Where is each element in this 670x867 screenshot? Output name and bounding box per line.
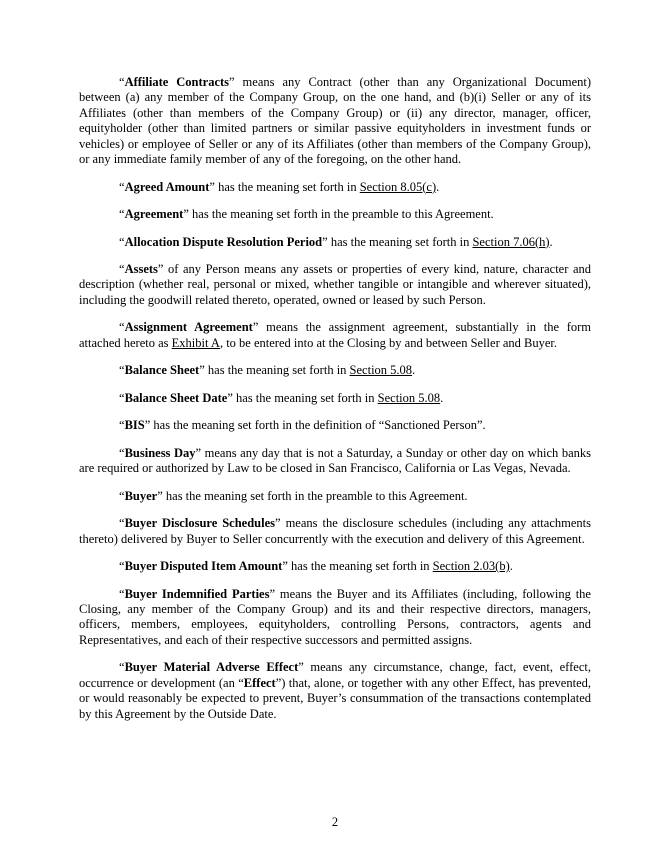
- definition-text: has the meaning set forth in: [287, 559, 433, 574]
- definition-text: .: [549, 234, 553, 249]
- definition-text: means the Buyer and its Affiliates (including, following the Closing, any member of the Company Group) and its and their respective directors, managers, officers, members, employees, equityholders, controlling Persons, contractors, agents and Representatives, and each of their respective successors and permitted assigns.: [79, 586, 591, 647]
- definition-paragraph: “Assets” of any Person means any assets or properties of every kind, nature, character and description (whether real, personal or mixed, whether tangible or intangible and wherever situated), including the goodwill related thereto, operated, owned or leased by such Person.: [79, 262, 591, 307]
- defined-term: Business Day: [124, 445, 196, 460]
- defined-term: Buyer Disputed Item Amount: [124, 559, 283, 574]
- defined-term: Allocation Dispute Resolution Period: [124, 234, 323, 249]
- defined-term: Assignment Agreement: [124, 320, 253, 335]
- definition-text: .: [440, 390, 444, 405]
- definition-text: has the meaning set forth in: [327, 234, 473, 249]
- definition-paragraph: “Buyer Disputed Item Amount” has the meaning set forth in Section 2.03(b).: [119, 559, 513, 574]
- definition-text: has the meaning set forth in: [232, 390, 378, 405]
- definition-paragraph: “Affiliate Contracts” means any Contract (other than any Organizational Document) between (a) any member of the Company Group, on the one hand, and (b)(i) Seller or any of its Affiliates (other than members of the Company Group) or (ii) any director, manager, officer, equityholder (other than limited partners or similar passive equityholders in investment funds or vehicles) or employee of Seller or any of its Affiliates (other than members of the Company Group), or any immediate family member of any of the foregoing, on the other hand.: [79, 75, 592, 167]
- defined-term: Balance Sheet Date: [124, 390, 228, 405]
- defined-term: Balance Sheet: [124, 363, 200, 378]
- definition-paragraph: “Business Day” means any day that is not a Saturday, a Sunday or other day on which banks are required or authorized by Law to be closed in San Francisco, California or Las Vegas, Nevada.: [79, 445, 591, 476]
- cross-reference: Section 7.06(h): [472, 234, 550, 249]
- definition-text: ”) that, alone, or together with any other Effect, has prevented, or would reasonably be expected to prevent, Buyer’s consummation of the transactions contemplated by this Agreement by the Outside Date.: [79, 675, 591, 721]
- defined-term: Assets: [124, 262, 158, 277]
- defined-term: Agreement: [124, 207, 184, 222]
- definition-text: of any Person means any assets or properties of every kind, nature, character and description (whether real, personal or mixed, whether tangible or intangible and wherever situated), including the goodwill related thereto, operated, owned or leased by such Person.: [79, 262, 591, 307]
- definition-paragraph: “Buyer” has the meaning set forth in the preamble to this Agreement.: [119, 488, 468, 503]
- definition-text: has the meaning set forth in the definition of “Sanctioned Person”.: [150, 418, 486, 433]
- cross-reference: Section 8.05(c): [359, 179, 437, 194]
- defined-term: Buyer Indemnified Parties: [124, 586, 270, 601]
- definition-paragraph: “Allocation Dispute Resolution Period” has the meaning set forth in Section 7.06(h).: [119, 234, 553, 249]
- definition-text: means any day that is not a Saturday, a Sunday or other day on which banks are required or authorized by Law to be closed in San Francisco, California or Las Vegas, Nevada.: [79, 445, 591, 476]
- defined-term: Buyer Disclosure Schedules: [124, 516, 276, 531]
- cross-reference: Exhibit A: [171, 335, 220, 350]
- definition-text: means any circumstance, change, fact, event, effect, occurrence or development (an “: [79, 660, 591, 690]
- defined-term: Agreed Amount: [124, 179, 210, 194]
- defined-term: BIS: [124, 418, 145, 433]
- definition-text: has the meaning set forth in the preamble to this Agreement.: [162, 488, 468, 503]
- definition-text: means the assignment agreement, substantially in the form attached hereto as: [79, 320, 591, 350]
- definition-text: has the meaning set forth in: [204, 363, 350, 378]
- defined-term: Buyer: [124, 488, 158, 503]
- defined-term: Affiliate Contracts: [124, 75, 230, 89]
- definition-paragraph: “Agreement” has the meaning set forth in the preamble to this Agreement.: [119, 207, 494, 222]
- cross-reference: Section 2.03(b): [432, 559, 510, 574]
- cross-reference: Section 5.08: [377, 390, 441, 405]
- definition-paragraph: “Agreed Amount” has the meaning set forth in Section 8.05(c).: [119, 179, 440, 194]
- definition-paragraph: “Balance Sheet” has the meaning set forth in Section 5.08.: [119, 363, 416, 378]
- document-page: [79, 75, 591, 734]
- defined-term: Buyer Material Adverse Effect: [124, 660, 299, 675]
- definition-paragraph: “BIS” has the meaning set forth in the definition of “Sanctioned Person”.: [119, 418, 486, 433]
- definition-text: .: [412, 363, 416, 378]
- definition-text: has the meaning set forth in the preamble to this Agreement.: [188, 207, 494, 222]
- defined-term: Effect: [243, 675, 276, 690]
- page-number: 2: [331, 815, 339, 829]
- cross-reference: Section 5.08: [349, 363, 413, 378]
- definition-paragraph: “Buyer Indemnified Parties” means the Buyer and its Affiliates (including, following the Closing, any member of the Company Group) and its and their respective directors, managers, officers, members, employees, equityholders, controlling Persons, contractors, agents and Representatives, and each of their respective successors and permitted assigns.: [79, 586, 591, 647]
- definition-text: has the meaning set forth in: [214, 179, 360, 194]
- definition-paragraph: “Balance Sheet Date” has the meaning set forth in Section 5.08.: [119, 390, 444, 405]
- definition-text: .: [509, 559, 513, 574]
- definition-paragraph: “Buyer Disclosure Schedules” means the disclosure schedules (including any attachments thereto) delivered by Buyer to Seller concurrently with the execution and delivery of this Agreement.: [79, 516, 591, 546]
- definition-text: means the disclosure schedules (including any attachments thereto) delivered by Buyer to Seller concurrently with the execution and delivery of this Agreement.: [79, 516, 591, 546]
- definition-paragraph: “Assignment Agreement” means the assignment agreement, substantially in the form attached hereto as Exhibit A, to be entered into at the Closing by and between Seller and Buyer.: [79, 320, 591, 350]
- definition-text: means any Contract (other than any Organizational Document) between (a) any member of the Company Group, on the one hand, and (b)(i) Seller or any of its Affiliates (other than members of the Company Group) or (ii) any director, manager, officer, equityholder (other than limited partners or similar passive equityholders in investment funds or vehicles) or employee of Seller or any of its Affiliates (other than members of the Company Group), or any immediate family member of any of the foregoing, on the other hand.: [79, 75, 592, 167]
- definition-text: .: [436, 179, 440, 194]
- definition-paragraph: “Buyer Material Adverse Effect” means any circumstance, change, fact, event, effect, occurrence or development (an “Effect”) that, alone, or together with any other Effect, has prevented, or would reasonably be expected to prevent, Buyer’s consummation of the transactions contemplated by this Agreement by the Outside Date.: [79, 660, 591, 721]
- definition-text: , to be entered into at the Closing by and between Seller and Buyer.: [219, 335, 558, 350]
